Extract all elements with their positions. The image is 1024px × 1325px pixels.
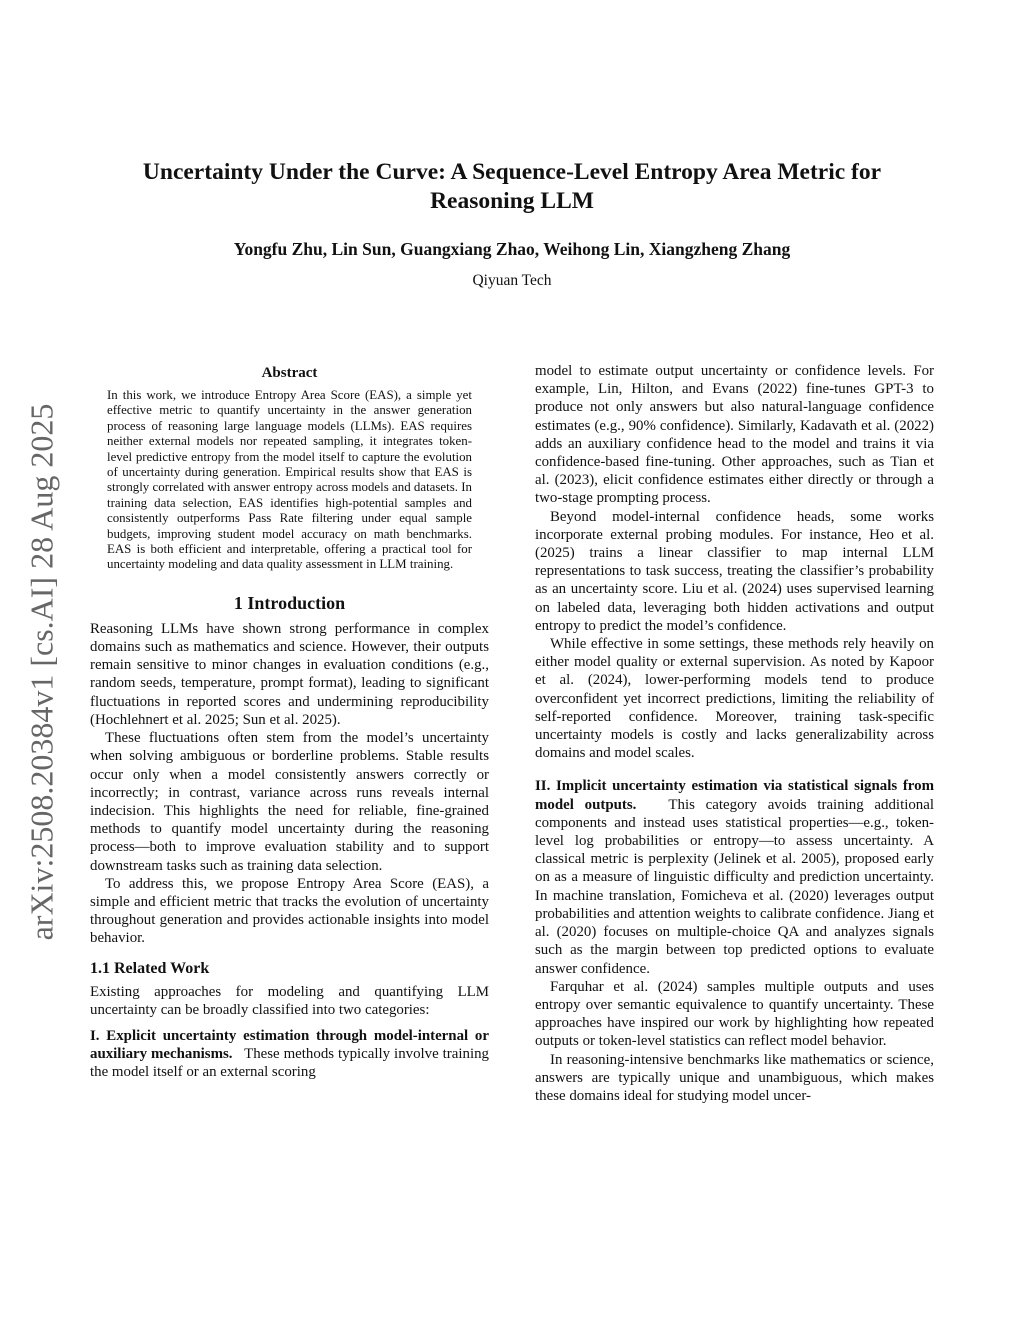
- title-line-1: Uncertainty Under the Curve: A Sequence-Level Entropy Area Metric for: [142, 159, 882, 185]
- right-paragraph-5: In reasoning-intensive benchmarks like mathematics or science, answers are typically unique and unambiguous, which makes these domains ideal for studying model uncer-: [535, 1051, 934, 1104]
- affiliation: Qiyuan Tech: [472, 272, 552, 289]
- abstract-heading: Abstract: [261, 365, 318, 381]
- right-paragraph-4: Farquhar et al. (2024) samples multiple outputs and uses entropy over semantic equivalence to quantify uncertainty. These approaches have inspired our work by highlighting how repeated outputs or token-level statistics can reflect model behavior.: [535, 978, 934, 1050]
- right-paragraph-3: While effective in some settings, these methods rely heavily on either model quality or external supervision. As noted by Kapoor et al. (2024), lower-performing models tend to produce overconfident yet incorrect predictions, limiting the reliability of self-reported confidence. Moreover, training task-specific uncertainty models is costly and lacks generalizability across domains and model scales.: [535, 636, 934, 762]
- abstract-text: In this work, we introduce Entropy Area Score (EAS), a simple yet effective metric to quantify uncertainty in the answer generation process of reasoning large language models (LLMs). EAS requires neither external models nor repeated sampling, it integrates token-level predictive entropy from the model itself to capture the evolution of uncertainty during generation. Empirical results show that EAS is strongly correlated with answer entropy across models and datasets. In training data selection, EAS identifies high-potential samples and consistently outperforms Pass Rate filtering under equal sample budgets, improving student model accuracy on math benchmarks. EAS is both efficient and interpretable, offering a practical tool for uncertainty modeling and data quality assessment in LLM training.: [107, 388, 472, 572]
- arxiv-sidebar: [0, 0, 80, 1325]
- category-1-paragraph: [90, 1027, 489, 1082]
- intro-paragraph-1: Reasoning LLMs have shown strong performance in complex domains such as mathematics and science. However, their outputs remain sensitive to minor changes in evaluation conditions (e.g., random seeds, temperature, prompt format), leading to significant fluctuations in reported scores and undermining reproducibility (Hochlehnert et al. 2025; Sun et al. 2025).: [90, 620, 489, 728]
- arxiv-identifier: arXiv:2508.20384v1 [cs.AI] 28 Aug 2025: [23, 403, 60, 941]
- title-line-2: Reasoning LLM: [430, 188, 594, 214]
- related-work-paragraph: Existing approaches for modeling and quantifying LLM uncertainty can be broadly classified into two categories:: [90, 983, 489, 1018]
- right-column: [535, 362, 934, 1105]
- paper-title: [100, 158, 924, 216]
- intro-paragraph-3: To address this, we propose Entropy Area Score (EAS), a simple and efficient metric that tracks the evolution of uncertainty throughout generation and provides actionable insights into model behavior.: [90, 875, 489, 947]
- right-paragraph-1: model to estimate output uncertainty or confidence levels. For example, Lin, Hilton, and Evans (2022) fine-tunes GPT-3 to produce not only answers but also natural-language confidence estimates (e.g., 90% confidence). Similarly, Kadavath et al. (2022) adds an auxiliary confidence head to the model and trains it via confidence-based fine-tuning. Other approaches, such as Tian et al. (2023), elicit confidence estimates either directly or through a two-stage prompting process.: [535, 363, 934, 507]
- introduction-heading: 1 Introduction: [233, 592, 346, 613]
- category-2-text: This category avoids training additional components and instead uses statistical properties—e.g., token-level log probabilities or entropy—to assess uncertainty. A classical metric is perplexity (Jelinek et al. 2005), proposed early on as a measure of linguistic difficulty and prediction uncertainty. In machine translation, Fomicheva et al. (2020) leverages output probabilities and attention weights to calibrate confidence. Jiang et al. (2020) focuses on multiple-choice QA and analyzes signals such as the margin between top predicted options to evaluate answer confidence.: [535, 796, 934, 977]
- intro-paragraph-2: These fluctuations often stem from the model’s uncertainty when solving ambiguous or borderline problems. Stable results occur only when a model consistently answers correctly or incorrectly; in contrast, variance across runs reveals internal indecision. This highlights the need for reliable, fine-grained methods to quantify model uncertainty during the reasoning process—both to improve evaluation stability and to support downstream tasks such as training data selection.: [90, 730, 489, 874]
- right-paragraph-2: Beyond model-internal confidence heads, some works incorporate external probing modules. For instance, Heo et al. (2025) trains a linear classifier to map internal LLM representations to task success, treating the classifier’s probability as an uncertainty score. Liu et al. (2024) uses supervised learning on labeled data, leveraging both hidden activations and output entropy to predict the model’s confidence.: [535, 508, 934, 634]
- category-1-heading: I. Explicit uncertainty estimation through model-internal or auxiliary mechanisms.: [90, 1027, 489, 1063]
- related-work-heading: 1.1 Related Work: [90, 959, 210, 977]
- category-2-heading: II. Implicit uncertainty estimation via statistical signals from model outputs.: [535, 778, 934, 813]
- author-list: Yongfu Zhu, Lin Sun, Guangxiang Zhao, Weihong Lin, Xiangzheng Zhang: [233, 239, 791, 259]
- category-1-text: These methods typically involve training the model itself or an external scoring: [90, 1046, 489, 1081]
- left-column: [90, 362, 489, 1082]
- category-2-paragraph: [535, 777, 934, 977]
